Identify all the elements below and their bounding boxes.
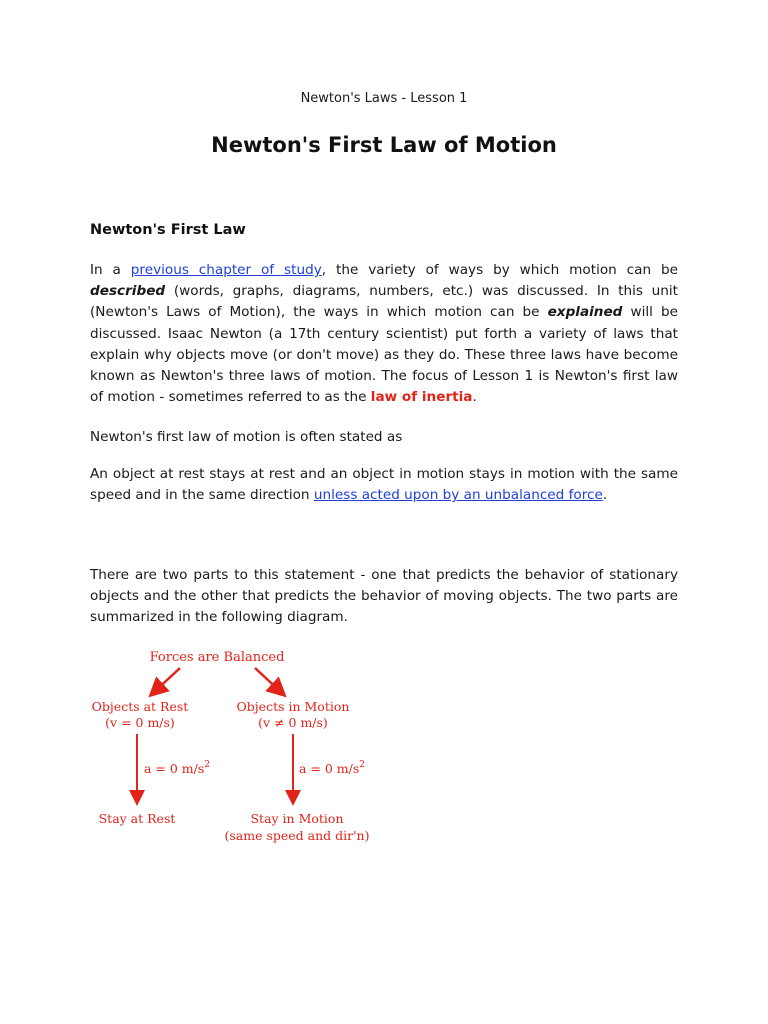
first-law-statement xyxy=(90,464,678,506)
stay-at-rest-label: Stay at Rest xyxy=(98,811,176,826)
statement-intro-paragraph: Newton's first law of motion is often stated as xyxy=(90,429,403,445)
motion-acceleration-exponent: 2 xyxy=(359,760,366,770)
motion-acceleration-text: a = 0 m/s xyxy=(299,761,360,776)
arrow-to-motion xyxy=(255,668,283,694)
statement-text-2: . xyxy=(602,487,608,504)
stay-in-motion-label: Stay in Motion xyxy=(250,811,344,826)
intro-text-2: , the variety of ways by which motion can be xyxy=(321,262,678,278)
diagram-top-label: Forces are Balanced xyxy=(149,650,285,665)
stay-in-motion-note: (same speed and dir'n) xyxy=(224,828,370,843)
section-heading: Newton's First Law xyxy=(90,222,246,238)
page-title: Newton's First Law of Motion xyxy=(211,133,557,157)
intro-text-3: (words, graphs, diagrams, numbers, etc.) was discussed. In this unit (Newton's Laws of Motion), the ways in which motion can be xyxy=(90,283,678,321)
rest-velocity-label: (v = 0 m/s) xyxy=(105,715,175,730)
unbalanced-force-link[interactable]: unless acted upon by an unbalanced force xyxy=(313,487,603,504)
arrow-to-rest xyxy=(152,668,180,694)
previous-chapter-link[interactable]: previous chapter of study xyxy=(130,262,322,278)
rest-acceleration-label xyxy=(144,760,210,776)
intro-paragraph xyxy=(90,260,678,408)
two-parts-paragraph: There are two parts to this statement - one that predicts the behavior of stationary objects and the other that predicts the behavior of moving objects. The two parts are summarized in the following diagram. xyxy=(90,567,678,626)
intro-text-4: will be discussed. Isaac Newton (a 17th century scientist) put forth a variety of laws that explain why objects move (or don't move) as they do. These three laws have become known as Newton's three laws of motion. The focus of Lesson 1 is Newton's first law of motion - sometimes referred to as the xyxy=(90,304,678,406)
statement-text-1: An object at rest stays at rest and an object in motion stays in motion with the same speed and in the same direction xyxy=(90,466,678,504)
explained-emphasis: explained xyxy=(547,304,623,321)
lesson-label: Newton's Laws - Lesson 1 xyxy=(300,91,468,106)
intro-text-5: . xyxy=(472,389,477,406)
motion-acceleration-label xyxy=(299,760,365,776)
law-of-inertia-term: law of inertia xyxy=(370,389,473,406)
objects-in-motion-label: Objects in Motion xyxy=(236,699,350,714)
motion-velocity-label: (v ≠ 0 m/s) xyxy=(258,715,328,730)
intro-text-1: In a xyxy=(90,262,131,278)
rest-acceleration-text: a = 0 m/s xyxy=(144,761,205,776)
objects-at-rest-label: Objects at Rest xyxy=(91,699,189,714)
rest-acceleration-exponent: 2 xyxy=(204,760,211,770)
described-emphasis: described xyxy=(90,283,166,300)
